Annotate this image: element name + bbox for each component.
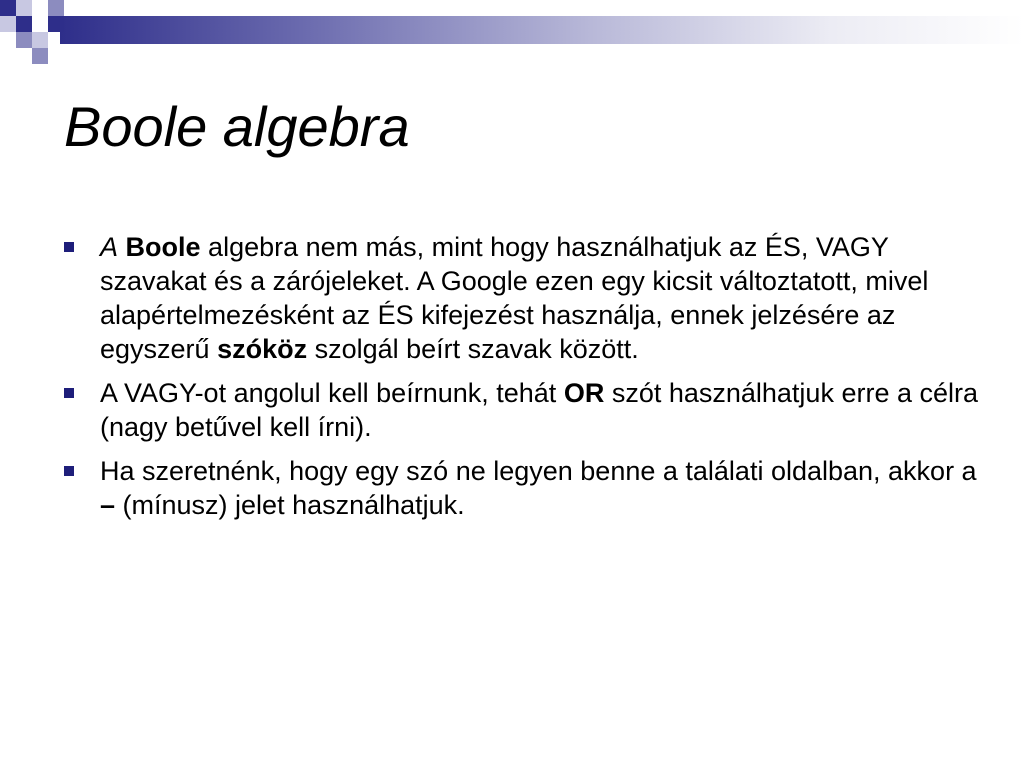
header-gradient-bar — [60, 16, 1024, 44]
bullet-text-bold: szóköz — [217, 334, 308, 364]
bullet-text-bold: OR — [563, 378, 605, 408]
decor-square — [0, 16, 16, 32]
bullet-text: (mínusz) jelet használhatjuk. — [115, 490, 465, 520]
bullet-list — [64, 230, 984, 532]
decor-square — [48, 0, 64, 16]
square-bullet-icon — [64, 388, 74, 398]
bullet-text: Ha szeretnénk, hogy egy szó ne legyen benne a találati oldalban, akkor a — [100, 456, 977, 486]
bullet-text: A — [100, 232, 119, 262]
bullet-item — [64, 454, 984, 522]
bullet-item — [64, 230, 984, 366]
bullet-text: szolgál beírt szavak között. — [307, 334, 639, 364]
bullet-text: algebra nem más, mint hogy használhatjuk az ÉS, VAGY szavakat és a zárójeleket. A Google ezen egy kicsit változtatott, mivel alapértelmezésként az ÉS kifejezést használja, ennek jelzésére az egyszerű — [100, 232, 929, 364]
decor-square — [48, 16, 64, 32]
bullet-text-bold: – — [100, 490, 116, 520]
bullet-text: szót használhatjuk erre a célra (nagy betűvel kell írni). — [100, 378, 979, 442]
slide-title: Boole algebra — [64, 95, 410, 158]
bullet-item — [64, 376, 984, 444]
decor-square — [16, 32, 32, 48]
decor-square — [16, 0, 32, 16]
decor-square — [0, 0, 16, 16]
decor-square — [32, 48, 48, 64]
bullet-text: A VAGY-ot angolul kell beírnunk, tehát — [100, 378, 564, 408]
square-bullet-icon — [64, 242, 74, 252]
decor-square — [16, 16, 32, 32]
decor-square — [32, 32, 48, 48]
square-bullet-icon — [64, 466, 74, 476]
bullet-text-bold: Boole — [125, 232, 201, 262]
